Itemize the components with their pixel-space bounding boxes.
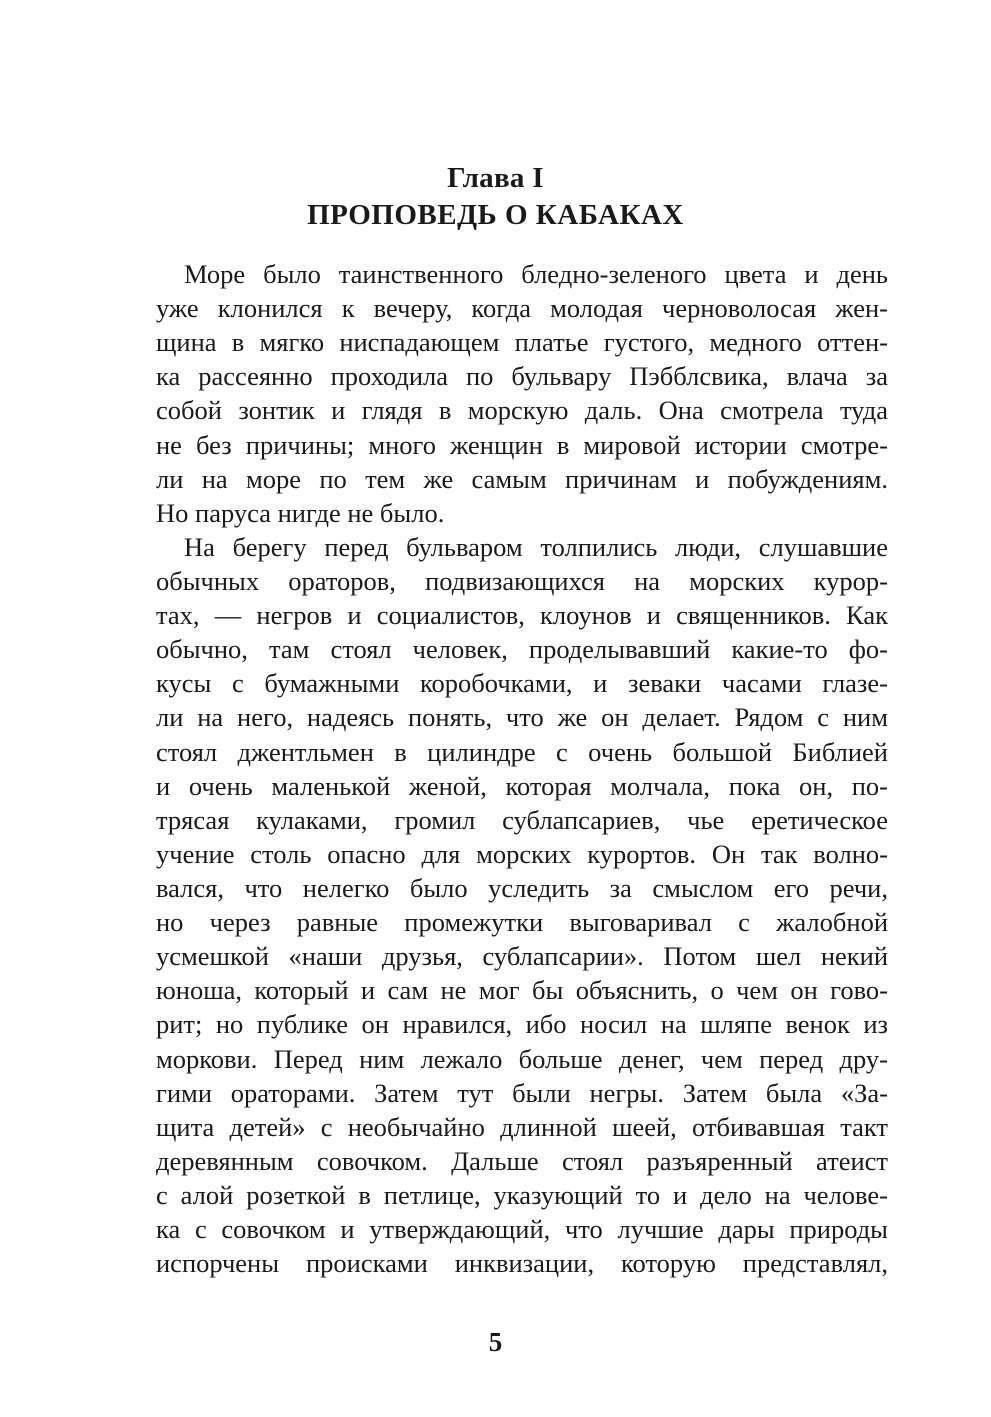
text-line: и очень маленькой женой, которая молчала, пока он, по-: [156, 770, 888, 801]
text-line: ли на него, надеясь понять, что же он делает. Рядом с ним: [156, 702, 888, 733]
text-line: но через равные промежутки выговаривал с жалобной: [156, 907, 888, 938]
text-line: На берегу перед бульваром толпились люди, слушавшие: [184, 531, 888, 562]
text-line: рит; но публике он нравился, ибо носил на шляпе венок из: [156, 1009, 888, 1040]
chapter-title: ПРОПОВЕДЬ О КАБАКАХ: [307, 199, 684, 231]
text-line: ка с совочком и утверждающий, что лучшие дары природы: [156, 1214, 888, 1245]
text-line: обычных ораторов, подвизающихся на морских курор-: [156, 565, 888, 596]
text-line: стоял джентльмен в цилиндре с очень большой Библией: [156, 736, 888, 767]
text-line: Море было таинственного бледно-зеленого цвета и день: [184, 259, 888, 289]
text-line: собой зонтик и глядя в морскую даль. Она смотрела туда: [156, 395, 888, 426]
text-line: усмешкой «наши друзья, сублапсарии». Потом шел некий: [156, 941, 888, 972]
text-line: уже клонился к вечеру, когда молодая черноволосая жен-: [156, 293, 888, 324]
page-number: 5: [488, 1327, 503, 1357]
text-line: моркови. Перед ним лежало больше денег, чем перед дру-: [156, 1043, 888, 1074]
text-line: испорчены происками инквизации, которую представлял,: [156, 1248, 888, 1279]
text-line: с алой розеткой в петлице, указующий то и дело на челове-: [156, 1179, 888, 1210]
text-line: не без причины; много женщин в мировой истории смотре-: [156, 429, 888, 460]
text-line: трясая кулаками, громил сублапсариев, чье еретическое: [156, 804, 888, 835]
text-line: обычно, там стоял человек, проделывавший какие-то фо-: [156, 634, 888, 665]
text-line: гими ораторами. Затем тут были негры. Затем была «За-: [156, 1077, 888, 1108]
text-line: учение столь опасно для морских курортов. Он так волно-: [156, 838, 888, 869]
text-line: деревянным совочком. Дальше стоял разъяренный атеист: [156, 1145, 888, 1176]
text-line: ли на море по тем же самым причинам и побуждениям.: [156, 463, 888, 494]
text-line: юноша, который и сам не мог бы объяснить, о чем он гово-: [156, 975, 888, 1006]
chapter-label: Глава I: [447, 162, 544, 194]
text-line: щита детей» с необычайно длинной шеей, отбивавшая такт: [156, 1111, 888, 1142]
body-text: [156, 257, 888, 1280]
text-line: кусы с бумажными коробочками, и зеваки часами глазе-: [156, 668, 888, 699]
text-line: ка рассеянно проходила по бульвару Пэбблсвика, влача за: [156, 361, 888, 392]
text-line: вался, что нелегко было уследить за смыслом его речи,: [156, 872, 888, 903]
text-line: тах, — негров и социалистов, клоунов и священников. Как: [156, 600, 888, 631]
text-line: щина в мягко ниспадающем платье густого, медного оттен-: [156, 327, 888, 358]
text-line: Но паруса нигде не было.: [156, 497, 445, 528]
